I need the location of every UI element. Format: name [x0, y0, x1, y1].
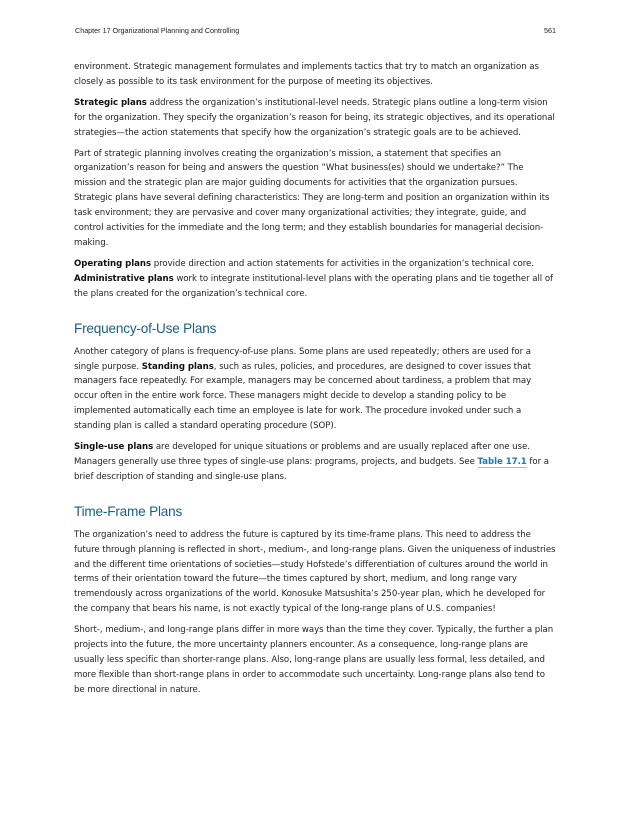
page-number: 561	[544, 26, 556, 35]
chapter-title: Chapter 17 Organizational Planning and Controlling	[75, 26, 240, 35]
paragraph-strategic-plans	[74, 96, 556, 141]
paragraph-standing-plans	[74, 345, 556, 434]
paragraph-text: are developed for unique situations or problems and are usually replaced after one use. Managers generally use three types of single-use plans: programs, projects, and budgets. See	[74, 442, 530, 467]
paragraph-text: work to integrate institutional-level plans with the operating plans and tie together all of the plans created for the organization’s technical core.	[74, 273, 553, 299]
page-header	[75, 26, 556, 35]
term-strategic-plans: Strategic plans	[74, 97, 147, 108]
term-single-use-plans: Single-use plans	[74, 442, 154, 453]
paragraph-text: Another category of plans is frequency-of-use plans. Some plans are used repeatedly; others are used for a single purpose.	[74, 346, 531, 372]
term-operating-plans: Operating plans	[74, 258, 152, 269]
paragraph-text: , such as rules, policies, and procedures, are designed to cover issues that managers face repeatedly. For example, managers may be concerned about tardiness, a problem that may occur often in the entire work force. These managers might decide to develop a standing policy to be implemented automatically each time an employee is late for work. The procedure invoked under such a standing plan is called a standard operating procedure (SOP).	[74, 361, 532, 432]
paragraph-intro: environment. Strategic management formulates and implements tactics that try to match an organization as closely as possible to its task environment for the purpose of meeting its objectives.	[74, 62, 539, 87]
page-body	[74, 60, 556, 704]
paragraph-range-differences: Short-, medium-, and long-range plans differ in more ways than the time they cover. Typically, the further a plan projects into the future, the more uncertainty planners encounter. As a consequence, long-range plans are usually less specific than shorter-range plans. Also, long-range plans are usually less formal, less detailed, and more flexible than short-range plans in order to accommodate such uncertainty. Long-range plans also tend to be more directional in nature.	[74, 625, 554, 695]
paragraph-time-frame-intro: The organization’s need to address the future is captured by its time-frame plans. This need to address the future through planning is reflected in short-, medium-, and long-range plans. Given the uniqueness of industries and the different time orientations of societies—study Hofstede’s differentiation of cultures around the world in terms of their orientation toward the future—the times captured by short, medium, and long range vary tremendously across organizations of the world. Konosuke Matsushita’s 250-year plan, which he developed for the company that bears his name, is not exactly typical of the long-range plans of U.S. companies!	[74, 529, 556, 615]
paragraph-mission: Part of strategic planning involves creating the organization’s mission, a statement that specifies an organization’s reason for being and answers the question “What business(es) should we undertake?” The mission and the strategic plan are major guiding documents for activities that the organization pursues. Strategic plans have several defining characteristics: They are long-term and position an organization within its task environment; they are pervasive and cover many organizational activities; they integrate, guide, and control activities for the immediate and the long term; and they establish boundaries for managerial decision-making.	[74, 148, 550, 248]
section-heading-time-frame: Time-Frame Plans	[74, 503, 183, 519]
section-heading-frequency-of-use: Frequency-of-Use Plans	[74, 320, 217, 336]
paragraph-text: provide direction and action statements for activities in the organization’s technical core.	[151, 258, 534, 269]
paragraph-text: for a brief description of standing and single-use plans.	[74, 456, 549, 482]
table-17-1-link[interactable]: Table 17.1	[477, 456, 527, 467]
paragraph-operating-plans	[74, 257, 556, 302]
term-standing-plans: Standing plans	[141, 361, 214, 372]
paragraph-single-use-plans	[74, 440, 556, 485]
term-administrative-plans: Administrative plans	[74, 273, 174, 284]
paragraph-text: address the organization’s institutional-level needs. Strategic plans outline a long-term vision for the organization. They specify the organization’s reason for being, its strategic objectives, and its operational strategies—the action statements that specify how the organization’s strategic goals are to be achieved.	[74, 97, 555, 138]
